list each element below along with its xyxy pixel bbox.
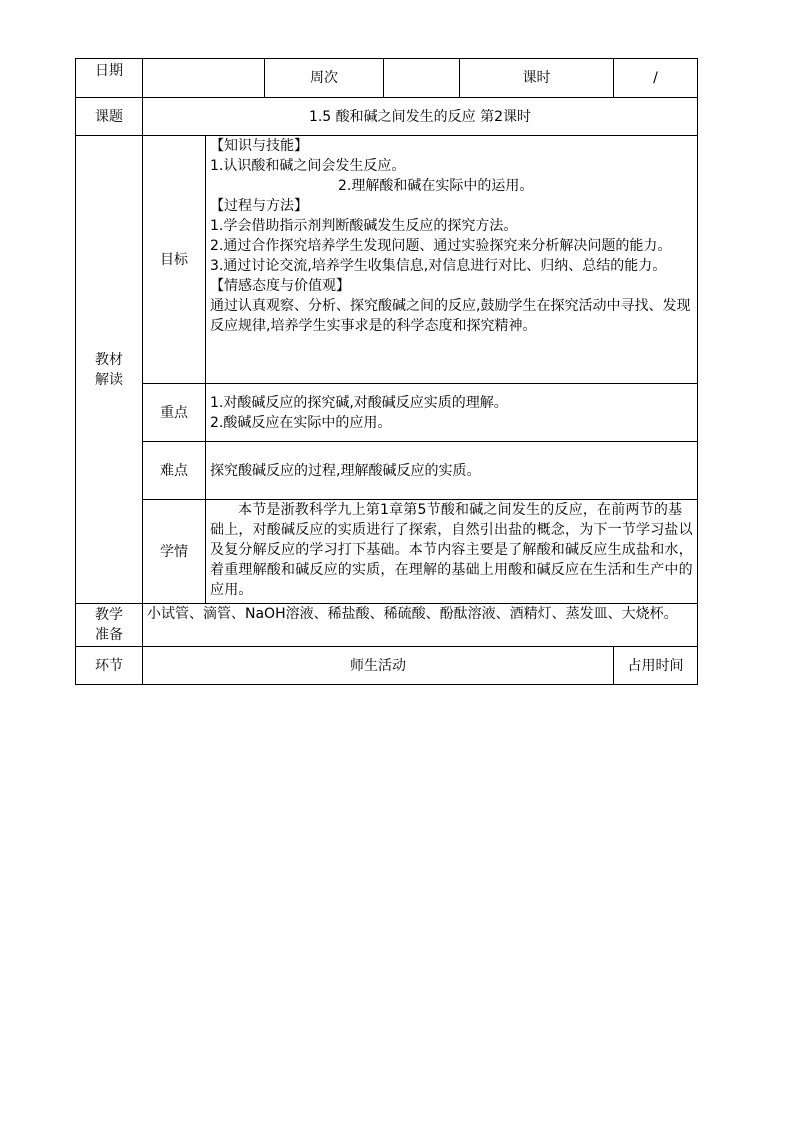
- lesson-plan-table: [75, 58, 698, 685]
- student-analysis-row: [76, 500, 698, 604]
- preparation-row: [76, 604, 698, 647]
- objectives-row: [76, 136, 698, 384]
- key-point-1: 1.对酸碱反应的探究碱,对酸碱反应实质的理解。: [210, 394, 508, 411]
- student-analysis-content: 本节是浙教科学九上第1章第5节酸和碱之间发生的反应，在前两节的基础上，对酸碱反应的实质进行了探索，自然引出盐的概念，为下一节学习盐以及复分解反应的学习打下基础。本节内容主要是了解酸和碱反应生成盐和水，着重理解酸和碱反应的实质，在理解的基础上用酸和碱反应在生活和生产中的应用。: [206, 500, 698, 604]
- key-points-row: [76, 384, 698, 442]
- knowledge-heading: 【知识与技能】: [210, 138, 308, 154]
- stage-label: 环节: [76, 647, 143, 685]
- key-points-label: 重点: [143, 384, 206, 442]
- objectives-label: 目标: [143, 136, 206, 384]
- emotion-heading: 【情感态度与价值观】: [210, 278, 350, 294]
- knowledge-item-2: 2.理解酸和碱在实际中的运用。: [338, 178, 534, 194]
- preparation-content: 小试管、滴管、NaOH溶液、稀盐酸、稀硫酸、酚酞溶液、酒精灯、蒸发皿、大烧杯。: [143, 604, 698, 647]
- date-value[interactable]: [143, 59, 265, 98]
- difficulties-row: [76, 442, 698, 500]
- preparation-label: 教学准备: [76, 604, 143, 647]
- difficulties-content: 探究酸碱反应的过程,理解酸碱反应的实质。: [206, 442, 698, 500]
- week-value[interactable]: [384, 59, 460, 98]
- material-label: 教材解读: [76, 136, 143, 604]
- process-item-1: 1.学会借助指示剂判断酸碱发生反应的探究方法。: [210, 218, 518, 234]
- process-heading: 【过程与方法】: [210, 198, 308, 214]
- time-label: 占用时间: [614, 647, 698, 685]
- difficulties-label: 难点: [143, 442, 206, 500]
- emotion-item-1: 通过认真观察、分析、探究酸碱之间的反应,鼓励学生在探究活动中寻找、发现反应规律,培养学生实事求是的科学态度和探究精神。: [210, 298, 691, 334]
- process-item-2: 2.通过合作探究培养学生发现问题、通过实验探究来分析解决问题的能力。: [210, 238, 672, 254]
- key-points-content: [206, 384, 698, 442]
- topic-row: [76, 98, 698, 136]
- student-analysis-label: 学情: [143, 500, 206, 604]
- topic-value: 1.5 酸和碱之间发生的反应 第2课时: [143, 98, 698, 136]
- objectives-content: [206, 136, 698, 384]
- process-item-3: 3.通过讨论交流,培养学生收集信息,对信息进行对比、归纳、总结的能力。: [210, 258, 667, 274]
- period-label: 课时: [460, 59, 614, 98]
- key-point-2: 2.酸碱反应在实际中的应用。: [210, 414, 392, 431]
- date-label: 日期: [76, 59, 143, 98]
- knowledge-item-1: 1.认识酸和碱之间会发生反应。: [210, 158, 406, 174]
- activity-header-row: [76, 647, 698, 685]
- period-value[interactable]: /: [614, 59, 698, 98]
- week-label: 周次: [265, 59, 384, 98]
- topic-label: 课题: [76, 98, 143, 136]
- header-row: [76, 59, 698, 98]
- activity-label: 师生活动: [143, 647, 614, 685]
